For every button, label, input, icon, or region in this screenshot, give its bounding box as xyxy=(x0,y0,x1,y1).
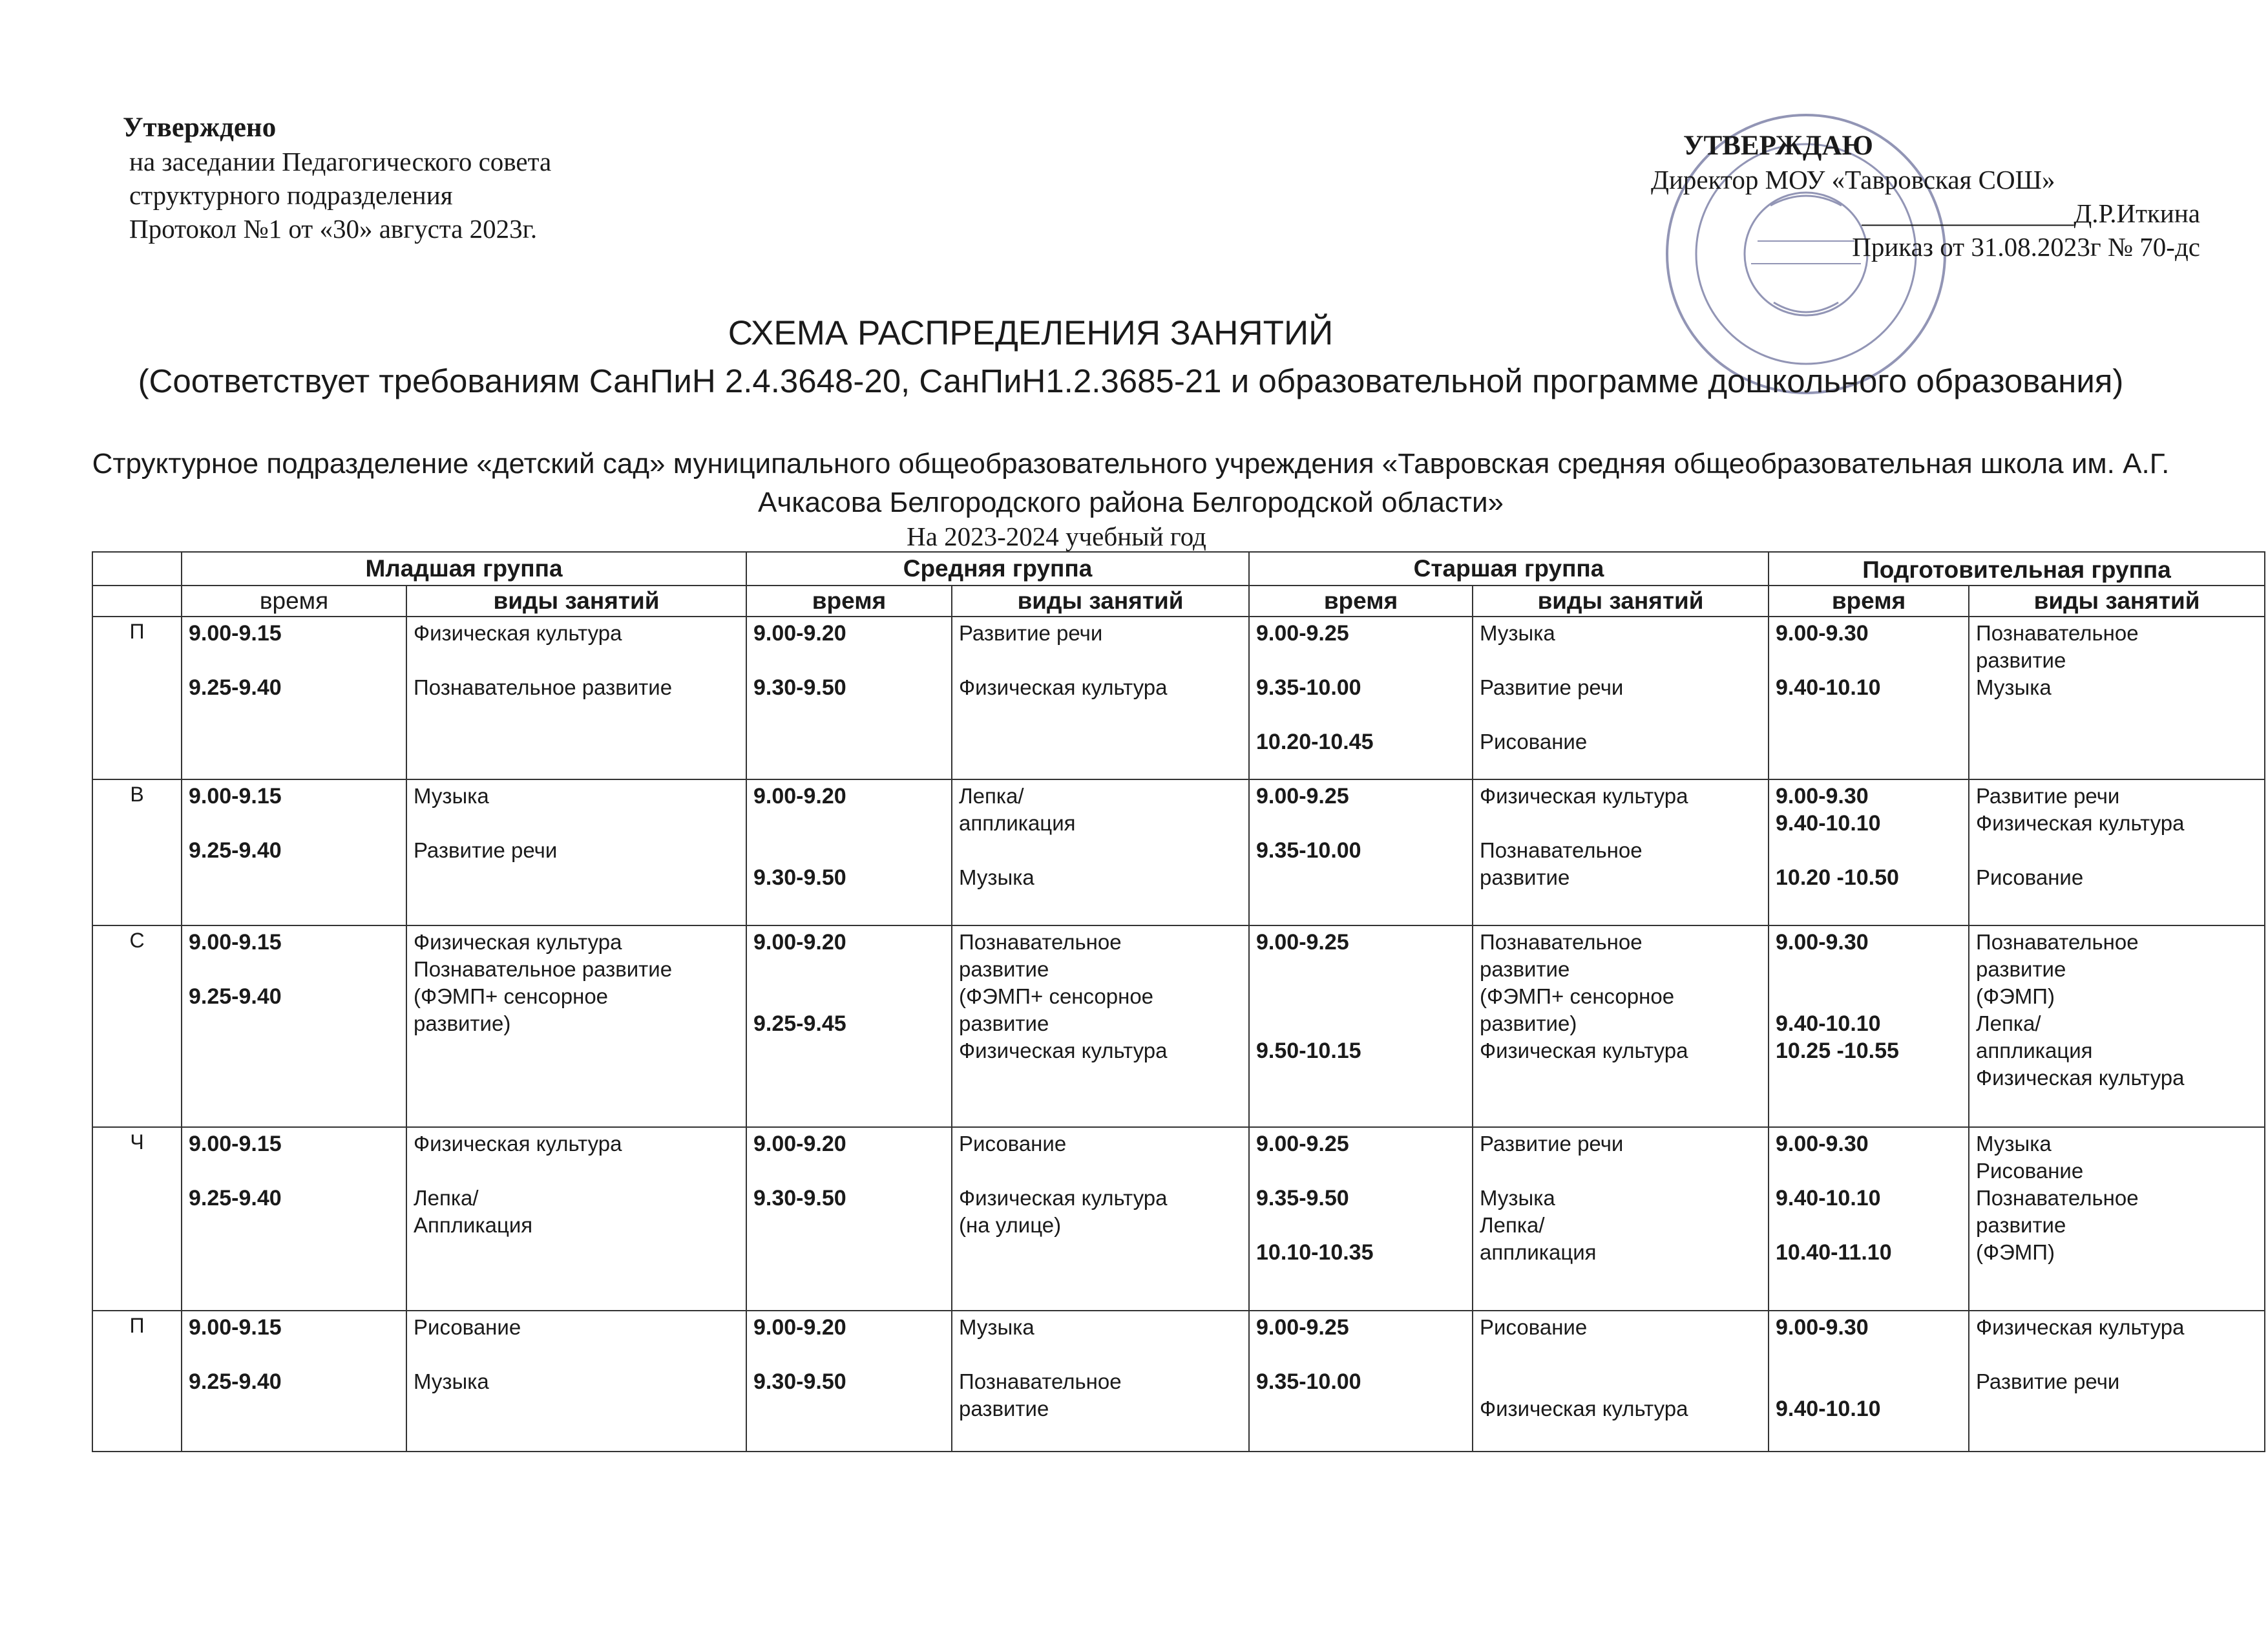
activity-cell: Музыка Познавательное развитие xyxy=(952,1311,1249,1452)
activity-cell: Физическая культура Познавательное развитие xyxy=(1473,779,1769,925)
time-cell: 9.00-9.30 9.40-10.10 10.20 -10.50 xyxy=(1769,779,1969,925)
time-cell: 9.00-9.15 9.25-9.40 xyxy=(182,1127,406,1311)
activity-cell: Музыка Развитие речи Рисование xyxy=(1473,617,1769,779)
approved-line: на заседании Педагогического совета xyxy=(129,147,552,176)
time-header: время xyxy=(1769,586,1969,617)
time-cell: 9.00-9.15 9.25-9.40 xyxy=(182,779,406,925)
table-row xyxy=(92,1127,2265,1311)
academic-year: На 2023-2024 учебный год xyxy=(907,522,1206,551)
time-header: время xyxy=(746,586,952,617)
time-cell: 9.00-9.20 9.30-9.50 xyxy=(746,1127,952,1311)
approved-block xyxy=(123,111,551,246)
time-header: время xyxy=(182,586,406,617)
activity-cell: Познавательное развитие (ФЭМП+ сенсорное развитие) Физическая культура xyxy=(1473,925,1769,1127)
approved-line: структурного подразделения xyxy=(129,180,453,210)
subheader-row xyxy=(92,586,2265,617)
time-cell: 9.00-9.15 9.25-9.40 xyxy=(182,1311,406,1452)
activity-cell: Физическая культура Лепка/ Аппликация xyxy=(406,1127,746,1311)
activity-header: виды занятий xyxy=(1473,586,1769,617)
group-header-row xyxy=(92,552,2265,586)
group-header: Средняя группа xyxy=(746,552,1249,586)
schedule-table xyxy=(92,551,2265,1452)
time-cell: 9.00-9.25 9.35-10.00 xyxy=(1249,779,1473,925)
time-cell: 9.00-9.30 9.40-10.10 10.25 -10.55 xyxy=(1769,925,1969,1127)
activity-header: виды занятий xyxy=(406,586,746,617)
table-row xyxy=(92,779,2265,925)
activity-header: виды занятий xyxy=(952,586,1249,617)
activity-cell: Познавательное развитие (ФЭМП+ сенсорное развитие Физическая культура xyxy=(952,925,1249,1127)
corner-cell xyxy=(92,552,182,586)
activity-cell: Познавательное развитие Музыка xyxy=(1969,617,2265,779)
activity-cell: Рисование Физическая культура xyxy=(1473,1311,1769,1452)
time-cell: 9.00-9.25 9.35-9.50 10.10-10.35 xyxy=(1249,1127,1473,1311)
approve-signature: ________________Д.Р.Иткина xyxy=(1862,198,2200,228)
activity-header: виды занятий xyxy=(1969,586,2265,617)
activity-cell: Физическая культура Познавательное развитие xyxy=(406,617,746,779)
page-title: СХЕМА РАСПРЕДЕЛЕНИЯ ЗАНЯТИЙ xyxy=(728,314,1334,352)
activity-cell: Физическая культура Познавательное развитие (ФЭМП+ сенсорное развитие) xyxy=(406,925,746,1127)
time-cell: 9.00-9.25 9.50-10.15 xyxy=(1249,925,1473,1127)
approved-title: Утверждено xyxy=(123,112,277,143)
activity-cell: Физическая культура Развитие речи xyxy=(1969,1311,2265,1452)
group-header: Подготовительная группа xyxy=(1769,552,2265,586)
table-row xyxy=(92,617,2265,779)
day-cell: П xyxy=(92,1311,182,1452)
approve-line: Директор МОУ «Тавровская СОШ» xyxy=(1651,165,2055,195)
activity-cell: Развитие речи Физическая культура Рисование xyxy=(1969,779,2265,925)
time-cell: 9.00-9.25 9.35-10.00 xyxy=(1249,1311,1473,1452)
time-cell: 9.00-9.25 9.35-10.00 10.20-10.45 xyxy=(1249,617,1473,779)
day-cell: П xyxy=(92,617,182,779)
activity-cell: Лепка/ аппликация Музыка xyxy=(952,779,1249,925)
group-header: Младшая группа xyxy=(182,552,746,586)
time-cell: 9.00-9.30 9.40-10.10 10.40-11.10 xyxy=(1769,1127,1969,1311)
day-cell: В xyxy=(92,779,182,925)
page-subtitle: (Соответствует требованиям СанПиН 2.4.3648-20, СанПиН1.2.3685-21 и образовательной программе дошкольного образования) xyxy=(138,363,2124,399)
corner-cell xyxy=(92,586,182,617)
time-header: время xyxy=(1249,586,1473,617)
day-cell: Ч xyxy=(92,1127,182,1311)
time-cell: 9.00-9.20 9.30-9.50 xyxy=(746,779,952,925)
time-cell: 9.00-9.30 9.40-10.10 xyxy=(1769,617,1969,779)
activity-cell: Познавательное развитие (ФЭМП) Лепка/ аппликация Физическая культура xyxy=(1969,925,2265,1127)
time-cell: 9.00-9.30 9.40-10.10 xyxy=(1769,1311,1969,1452)
time-cell: 9.00-9.20 9.30-9.50 xyxy=(746,1311,952,1452)
activity-cell: Рисование Музыка xyxy=(406,1311,746,1452)
activity-cell: Рисование Физическая культура (на улице) xyxy=(952,1127,1249,1311)
activity-cell: Музыка Развитие речи xyxy=(406,779,746,925)
approve-order: Приказ от 31.08.2023г № 70-дс xyxy=(1852,232,2200,262)
day-cell: С xyxy=(92,925,182,1127)
approve-title: УТВЕРЖДАЮ xyxy=(1683,131,1873,161)
activity-cell: Развитие речи Физическая культура xyxy=(952,617,1249,779)
activity-cell: Музыка Рисование Познавательное развитие (ФЭМП) xyxy=(1969,1127,2265,1311)
activity-cell: Развитие речи Музыка Лепка/ аппликация xyxy=(1473,1127,1769,1311)
organization-name: Структурное подразделение «детский сад» муниципального общеобразовательного учреждения «Тавровская средняя общеобразовательная школа им. А.Г. Ачкасова Белгородского района Белгородской области» xyxy=(92,448,2170,518)
table-row xyxy=(92,925,2265,1127)
approve-block xyxy=(1651,129,2200,264)
time-cell: 9.00-9.15 9.25-9.40 xyxy=(182,617,406,779)
time-cell: 9.00-9.20 9.30-9.50 xyxy=(746,617,952,779)
group-header: Старшая группа xyxy=(1249,552,1769,586)
approved-line: Протокол №1 от «30» августа 2023г. xyxy=(129,214,538,244)
time-cell: 9.00-9.20 9.25-9.45 xyxy=(746,925,952,1127)
table-row xyxy=(92,1311,2265,1452)
time-cell: 9.00-9.15 9.25-9.40 xyxy=(182,925,406,1127)
